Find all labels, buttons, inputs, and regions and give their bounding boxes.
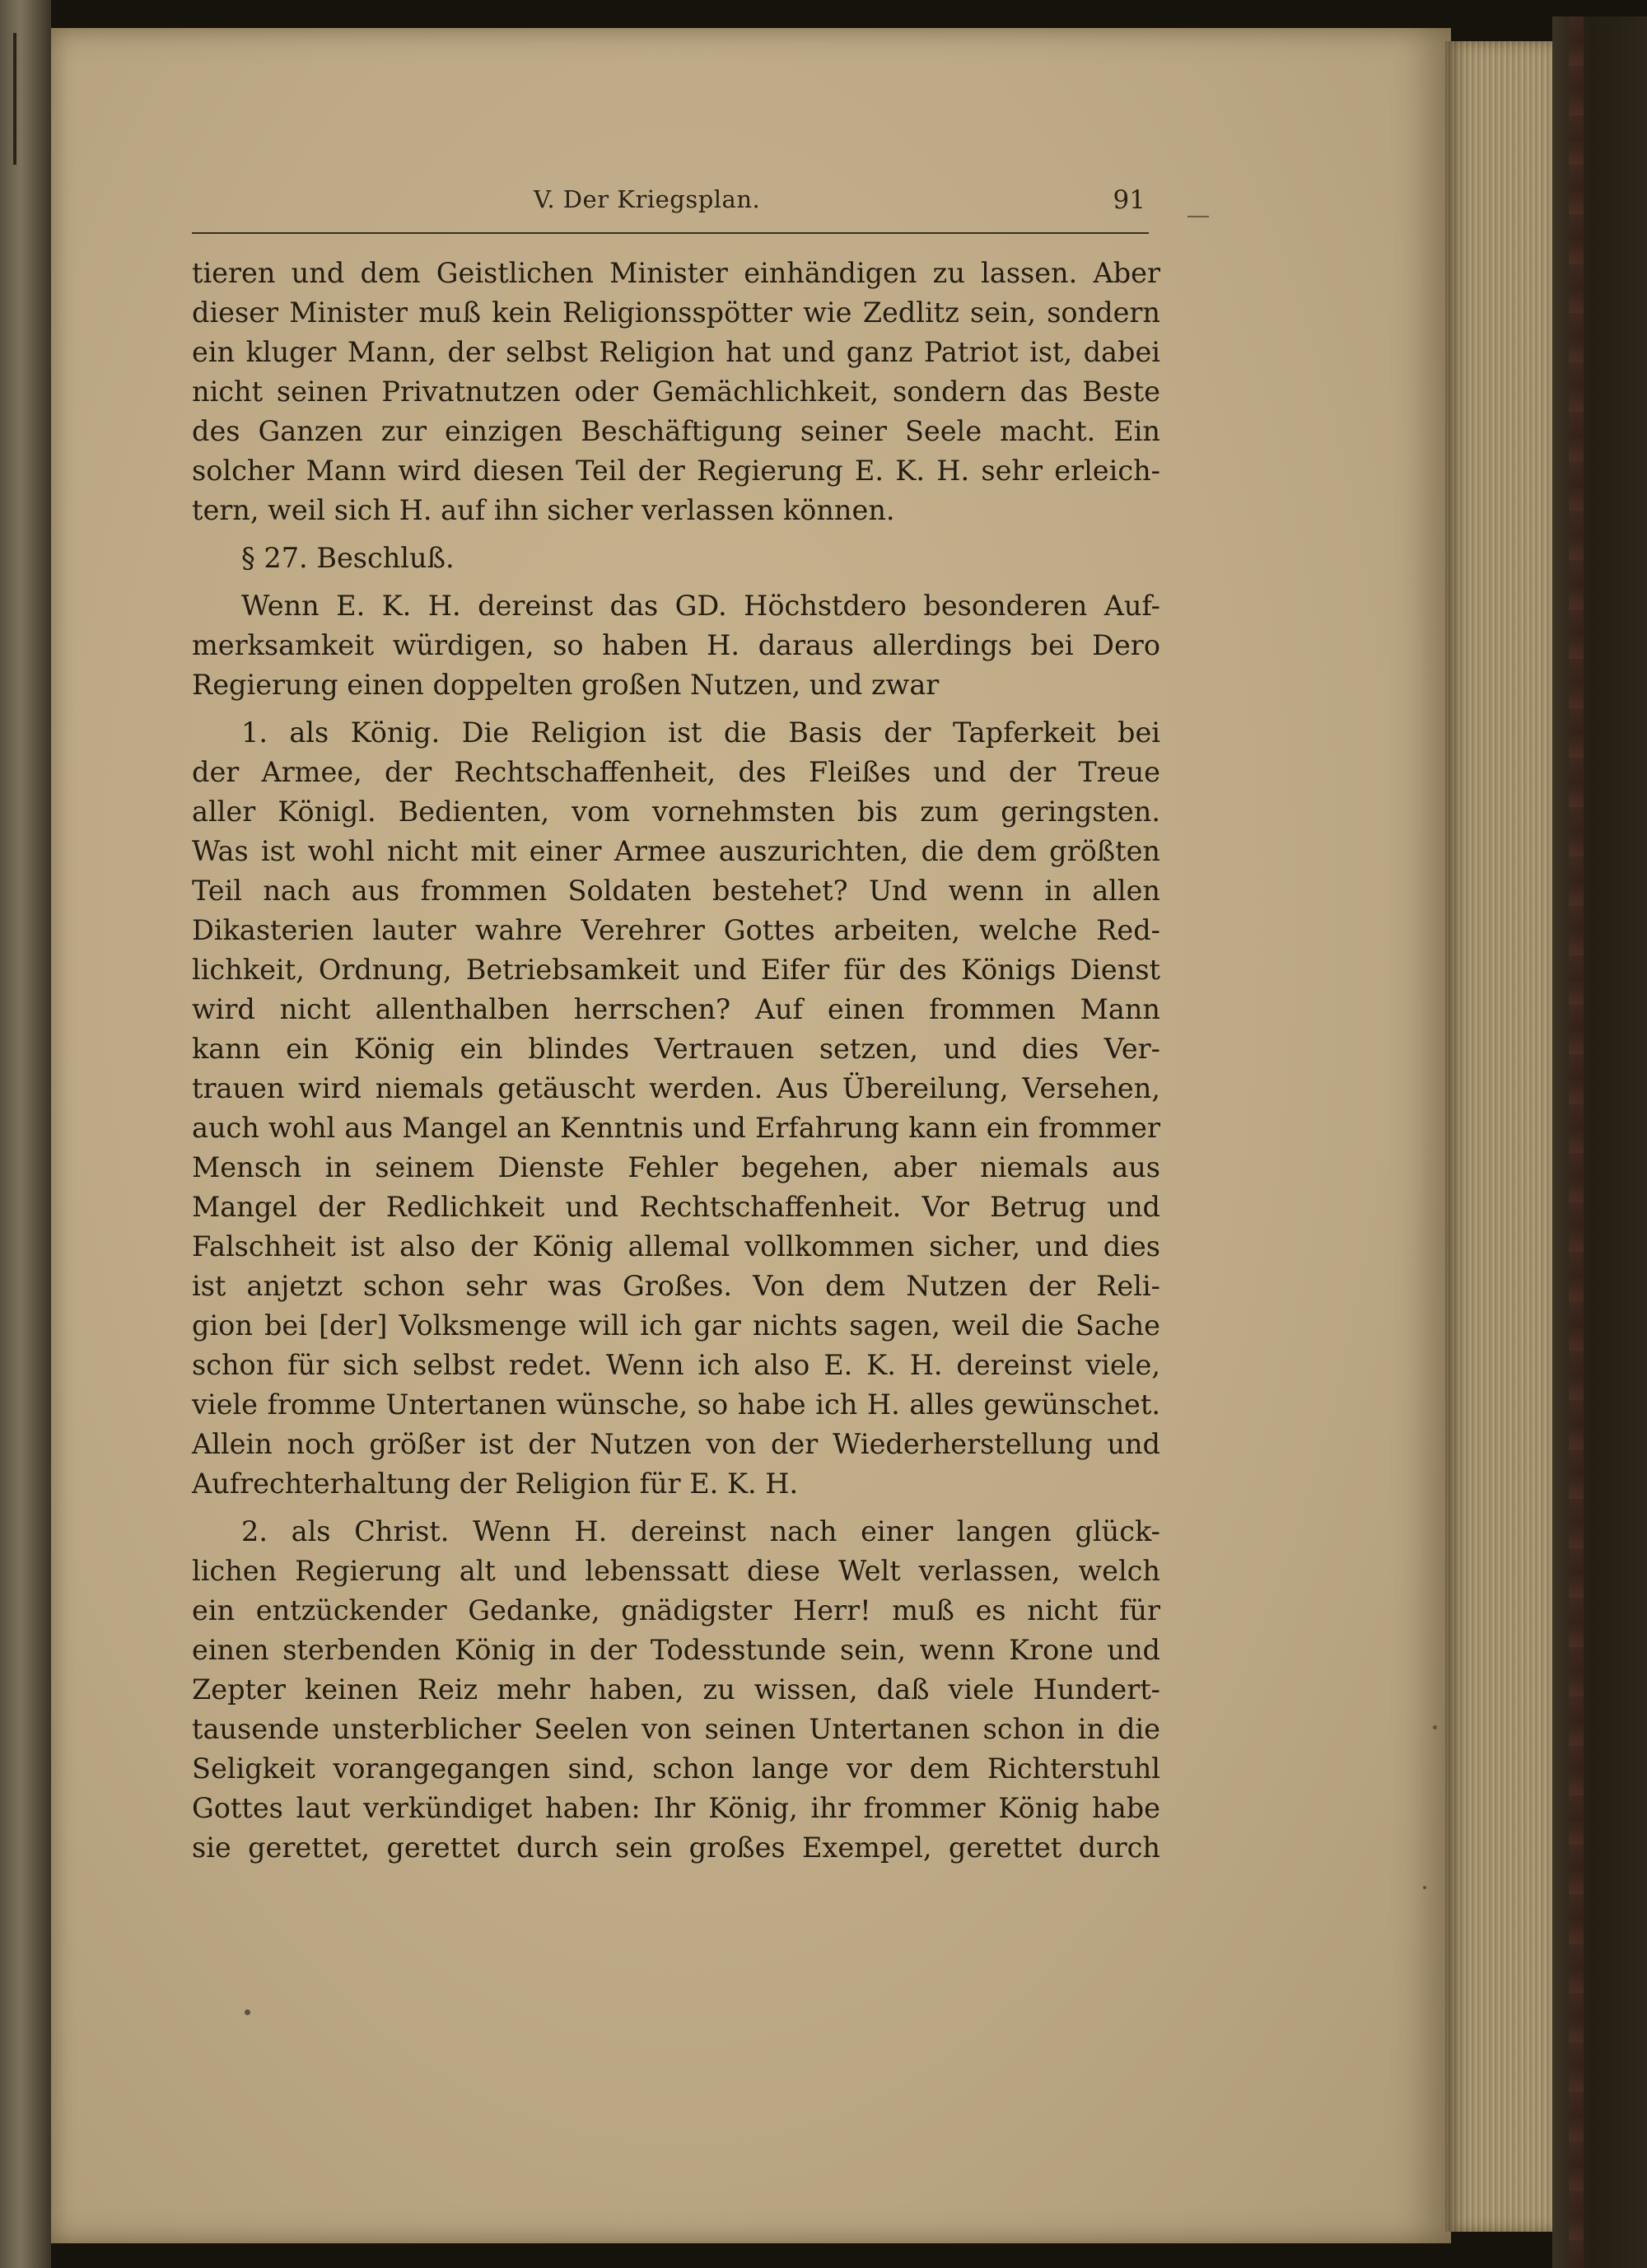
paragraph-gap (192, 1504, 1160, 1512)
body-text (192, 254, 1160, 1868)
page-number: 91 (1113, 185, 1145, 215)
paragraph (192, 539, 1160, 578)
paper-speck (1433, 1725, 1437, 1729)
text-line: lichen Regierung alt und lebenssatt diese Welt verlassen, welch (192, 1555, 1160, 1587)
paper-speck (1423, 1886, 1426, 1889)
header-rule (192, 232, 1149, 234)
text-line: Gottes laut verkündiget haben: Ihr König, ihr frommer König habe (192, 1792, 1160, 1824)
text-line: Wenn E. K. H. dereinst das GD. Höchstdero besonderen Auf- (241, 590, 1160, 622)
text-line: Aufrechterhaltung der Religion für E. K. H. (192, 1468, 799, 1500)
text-line: tausende unsterblicher Seelen von seinen Untertanen schon in die (192, 1713, 1160, 1745)
running-title: V. Der Kriegsplan. (534, 185, 761, 213)
paper-speck (245, 2009, 250, 2015)
paragraph (192, 1512, 1160, 1868)
paragraph-gap (192, 530, 1160, 539)
text-line: tieren und dem Geistlichen Minister einhändigen zu lassen. Aber (192, 257, 1160, 289)
paragraph (192, 586, 1160, 705)
text-line: Regierung einen doppelten großen Nutzen, und zwar (192, 669, 940, 701)
text-line: sie gerettet, gerettet durch sein großes Exempel, gerettet durch (192, 1832, 1160, 1864)
text-line: Seligkeit vorangegangen sind, schon lange vor dem Richterstuhl (192, 1752, 1160, 1785)
text-line: nicht seinen Privatnutzen oder Gemächlichkeit, sondern das Beste (192, 376, 1160, 408)
text-line: Was ist wohl nicht mit einer Armee auszurichten, die dem größten (192, 835, 1160, 867)
text-line: ein kluger Mann, der selbst Religion hat und ganz Patriot ist, dabei (192, 336, 1160, 368)
text-line: Falschheit ist also der König allemal vollkommen sicher, und dies (192, 1230, 1160, 1262)
text-line: Teil nach aus frommen Soldaten bestehet? Und wenn in allen (192, 875, 1160, 907)
text-line: aller Königl. Bedienten, vom vornehmsten bis zum geringsten. (192, 796, 1160, 828)
text-line: lichkeit, Ordnung, Betriebsamkeit und Eifer für des Königs Dienst (192, 954, 1160, 986)
text-line: dieser Minister muß kein Religionsspötter wie Zedlitz sein, sondern (192, 296, 1160, 329)
paragraph-gap (192, 705, 1160, 713)
text-line: Dikasterien lauter wahre Verehrer Gottes arbeiten, welche Red- (192, 914, 1160, 946)
text-line: viele fromme Untertanen wünsche, so habe ich H. alles gewünschet. (192, 1388, 1160, 1421)
paragraph (192, 254, 1160, 530)
page-header (192, 185, 1149, 222)
text-line: solcher Mann wird diesen Teil der Regierung E. K. H. sehr erleich- (192, 455, 1160, 487)
page-edge-stack (1445, 41, 1552, 2232)
text-line: ist anjetzt schon sehr was Großes. Von dem Nutzen der Reli- (192, 1270, 1160, 1302)
text-line: einen sterbenden König in der Todesstunde sein, wenn Krone und (192, 1634, 1160, 1666)
text-line: trauen wird niemals getäuscht werden. Aus Übereilung, Versehen, (192, 1072, 1160, 1104)
text-line: Allein noch größer ist der Nutzen von der Wiederherstellung und (192, 1428, 1160, 1460)
paragraph-gap (192, 578, 1160, 586)
text-line: des Ganzen zur einzigen Beschäftigung seiner Seele macht. Ein (192, 415, 1160, 447)
margin-mark (1187, 216, 1209, 217)
text-line: schon für sich selbst redet. Wenn ich also E. K. H. dereinst viele, (192, 1349, 1160, 1381)
book-binding (1552, 16, 1647, 2268)
text-line: kann ein König ein blindes Vertrauen setzen, und dies Ver- (192, 1033, 1160, 1065)
text-line: auch wohl aus Mangel an Kenntnis und Erfahrung kann ein frommer (192, 1112, 1160, 1144)
text-line: ein entzückender Gedanke, gnädigster Herr! muß es nicht für (192, 1594, 1160, 1626)
text-line: Mangel der Redlichkeit und Rechtschaffenheit. Vor Betrug und (192, 1191, 1160, 1223)
text-line: Zepter keinen Reiz mehr haben, zu wissen, daß viele Hundert- (192, 1673, 1160, 1706)
left-page-edge (0, 0, 51, 2268)
text-line: gion bei [der] Volksmenge will ich gar nichts sagen, weil die Sache (192, 1309, 1160, 1342)
text-line: tern, weil sich H. auf ihn sicher verlassen können. (192, 494, 895, 526)
text-line: wird nicht allenthalben herrschen? Auf einen frommen Mann (192, 993, 1160, 1025)
text-line: der Armee, der Rechtschaffenheit, des Fleißes und der Treue (192, 756, 1160, 788)
text-line: merksamkeit würdigen, so haben H. daraus allerdings bei Dero (192, 629, 1160, 661)
text-line: 1. als König. Die Religion ist die Basis der Tapferkeit bei (241, 716, 1160, 749)
paragraph (192, 713, 1160, 1504)
text-line: § 27. Beschluß. (241, 542, 455, 574)
text-line: 2. als Christ. Wenn H. dereinst nach einer langen glück- (241, 1515, 1160, 1547)
text-line: Mensch in seinem Dienste Fehler begehen, aber niemals aus (192, 1151, 1160, 1183)
